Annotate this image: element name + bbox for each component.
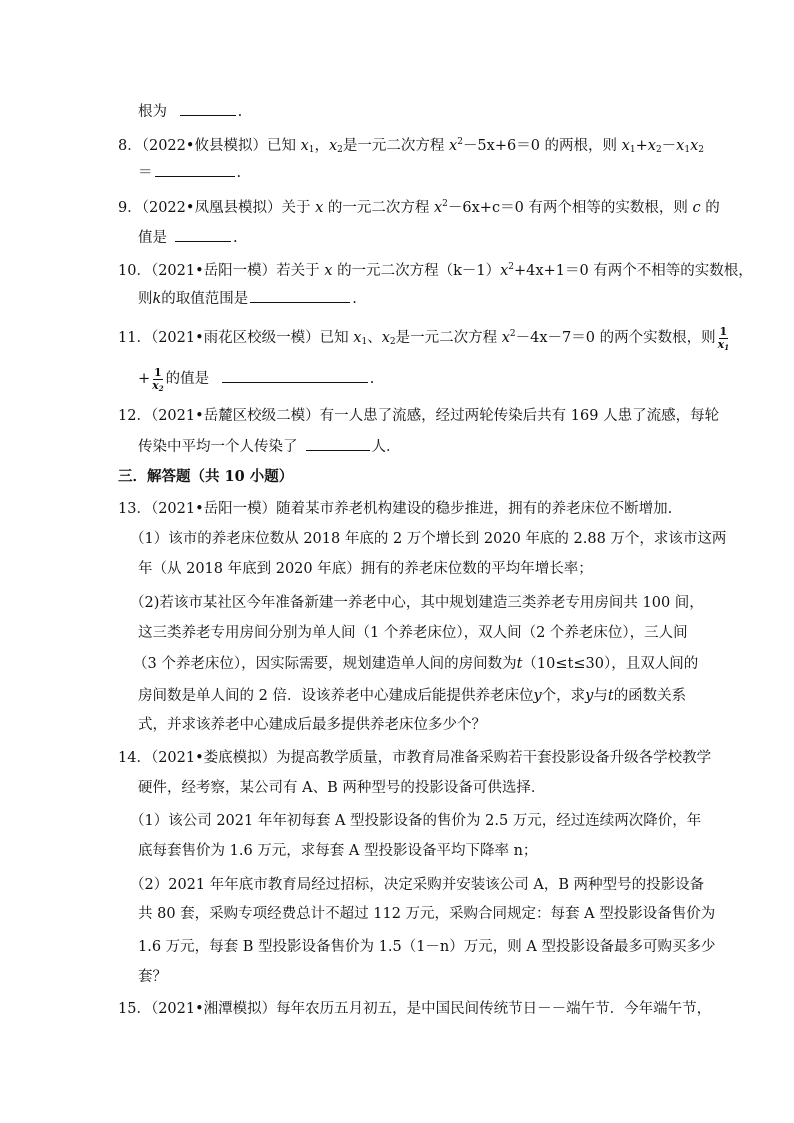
question-13-part2-line2 — [0, 620, 794, 646]
answer-blank[interactable] — [250, 286, 350, 303]
question-source: （2021•岳麓区校级二模） — [150, 408, 320, 424]
text: 共 80 套，采购专项经费总计不超过 112 万元，采购合同规定：每套 A 型投影设备售价为 — [138, 906, 716, 922]
math-var: y — [533, 688, 542, 704]
text: 根为 — [138, 104, 167, 120]
question-10-line1 — [0, 258, 794, 284]
question-8-line1: 8．（2022•攸县模拟）已知 $x_1$，$x_2$是一元二次方程 $x^2-5x+6=0$ 的两根，则 $x_1+x_2-x_1x_2$ — [0, 133, 794, 159]
text: 是一元二次方程 — [342, 138, 445, 154]
text: 式，并求该养老中心建成后最多提供养老床位多少个？ — [138, 717, 486, 733]
question-source: （2022•攸县模拟） — [141, 138, 267, 154]
text: . — [352, 291, 357, 307]
question-10-line2 — [0, 286, 794, 312]
math-var: x — [433, 200, 443, 216]
text: . — [233, 230, 238, 246]
text: 1.6 万元，每套 B 型投影设备售价为 1.5（1－n）万元，则 A 型投影设备最多可购买多少 — [138, 939, 716, 955]
fraction-1-over-x1 — [717, 326, 730, 351]
question-14-part1-line1 — [0, 808, 794, 834]
math-var: x — [381, 330, 390, 346]
text: 传染中平均一个人传染了 — [138, 439, 298, 455]
question-11-line2 — [0, 366, 794, 392]
text: （2）2021 年年底市教育局经过招标，决定采购并安装该公司 A，B 两种型号的投影设备 — [130, 877, 705, 893]
text: 有一人患了流感，经过两轮传染后共有 169 人患了流感，每轮 — [319, 408, 720, 424]
text: +4x+1＝0 有两个不相等的实数根， — [514, 263, 753, 279]
text: 、 — [367, 330, 382, 346]
question-source: （2021•岳阳一模） — [150, 501, 277, 517]
math-var: t — [516, 656, 523, 672]
question-13-part1-line1 — [0, 526, 794, 552]
text: . — [369, 371, 375, 387]
section-title: 三．解答题（共 10 小题） — [118, 468, 294, 485]
text: + — [138, 371, 151, 387]
text: （1）该公司 2021 年年初每套 A 型投影设备的售价为 2.5 万元，经过连续两次降价，年 — [130, 813, 702, 829]
q7-continuation — [0, 99, 794, 125]
question-9-line1 — [0, 195, 794, 221]
answer-blank[interactable] — [222, 366, 368, 383]
question-source: （2022•凤凰县模拟） — [141, 200, 282, 216]
text: 已知 — [319, 330, 349, 346]
fraction-denominator: $x_2$ — [152, 378, 164, 393]
fraction-1-over-x2 — [151, 367, 164, 392]
text: 房间数是单人间的 2 倍．设该养老中心建成后能提供养老床位 — [138, 688, 534, 704]
text: 值是 — [138, 230, 167, 246]
text: 则 — [138, 291, 153, 307]
text: 是一元二次方程 — [395, 330, 498, 346]
math-var: x — [353, 330, 362, 346]
fraction-numerator: 1 — [719, 324, 728, 338]
text: 个，求 — [541, 688, 586, 704]
question-number: 10． — [118, 263, 151, 279]
text: 随着某市养老机构建设的稳步推进，拥有的养老床位不断增加. — [276, 501, 673, 517]
text: . — [237, 104, 243, 120]
text: －4x－7＝0 的两个实数根，则 — [515, 330, 716, 346]
question-14-part2-line1 — [0, 872, 794, 898]
question-number: 12． — [118, 408, 151, 424]
math-sup: 2 — [457, 137, 463, 147]
text: 已知 — [266, 138, 296, 154]
question-11-line1 — [0, 325, 794, 351]
question-14-part2-line4 — [0, 964, 794, 990]
text: 的 — [705, 200, 720, 216]
text: 与 — [593, 688, 608, 704]
question-13-part2-line4 — [0, 683, 794, 709]
text: 为提高教学质量，市教育局准备采购若干套投影设备升级各学校教学 — [276, 750, 712, 766]
math-var: y — [585, 688, 594, 704]
question-9-line2 — [0, 225, 794, 251]
text: （3 个养老床位），因实际需要，规划建造单人间的房间数为 — [133, 656, 517, 672]
math-sub: 2 — [389, 337, 396, 347]
text: . — [236, 165, 242, 181]
text: （2)若该市某社区今年准备新建一养老中心，其中规划建造三类养老专用房间共 100 间， — [130, 595, 704, 611]
answer-blank[interactable] — [175, 225, 231, 242]
text: 的一元二次方程 — [327, 200, 430, 216]
section-heading — [0, 464, 794, 490]
math-var: x — [324, 263, 333, 279]
text: －5x+6＝0 的两根，则 — [462, 138, 618, 154]
math-var: x — [300, 138, 309, 154]
text: 的函数关系 — [613, 688, 687, 704]
fraction-denominator: $x_1$ — [717, 337, 730, 352]
question-number: 11． — [118, 330, 151, 346]
question-source: （2021•雨花区校级一模） — [150, 330, 320, 346]
question-source: （2021•湘潭模拟） — [150, 1001, 277, 1017]
text: 人． — [371, 439, 401, 455]
question-14-line1 — [0, 745, 794, 771]
text: ＝ — [138, 165, 153, 181]
math-var: x — [449, 138, 458, 154]
fraction-numerator: 1 — [154, 365, 162, 379]
math-sub: 2 — [337, 145, 343, 155]
math-var: c — [692, 200, 701, 216]
question-12-line1 — [0, 403, 794, 429]
question-13-line1 — [0, 496, 794, 522]
math-sup: 2 — [442, 199, 448, 209]
question-14-part2-line2 — [0, 901, 794, 927]
math-var: k — [152, 291, 162, 307]
math-sup: 2 — [509, 329, 516, 339]
question-13-part2-line3 — [0, 651, 794, 677]
answer-blank[interactable] — [306, 434, 370, 451]
question-12-line2 — [0, 434, 794, 460]
answer-blank[interactable] — [155, 160, 235, 177]
text: 这三类养老专用房间分别为单人间（1 个养老床位），双人间（2 个养老床位），三人间 — [138, 625, 688, 641]
text: 的一元二次方程（k－1） — [337, 263, 501, 279]
math-var: x — [500, 263, 509, 279]
text: 年（从 2018 年底到 2020 年底）拥有的养老床位数的平均年增长率； — [138, 561, 593, 577]
question-13-part2-line5 — [0, 712, 794, 738]
text: －6x+c＝0 有两个相等的实数根，则 — [447, 200, 688, 216]
question-source: （2021•岳阳一模） — [150, 263, 277, 279]
math-sup: 2 — [508, 262, 515, 272]
question-15-line1 — [0, 996, 794, 1022]
text: 的值是 — [165, 371, 210, 387]
math-var: t — [607, 688, 614, 704]
answer-blank[interactable] — [180, 99, 236, 116]
question-number: 8． — [118, 138, 142, 154]
question-number: 9． — [118, 200, 142, 216]
question-13-part2-line1 — [0, 590, 794, 616]
text: 底每套售价为 1.6 万元，求每套 A 型投影设备平均下降率 n； — [138, 843, 538, 859]
text: 套？ — [138, 969, 167, 985]
math-var: x — [501, 330, 510, 346]
text: 每年农历五月初五，是中国民间传统节日－－端午节．今年端午节， — [276, 1001, 712, 1017]
text: 硬件，经考察，某公司有 A、B 两种型号的投影设备可供选择． — [138, 780, 546, 796]
text: ， — [314, 138, 329, 154]
question-13-part1-line2 — [0, 556, 794, 582]
question-source: （2021•娄底模拟） — [150, 750, 277, 766]
text: （10≤t≤30），且双人间的 — [522, 656, 699, 672]
text: 若关于 — [276, 263, 320, 279]
math-sub: 1 — [308, 145, 315, 155]
math-sub: 1 — [361, 337, 368, 347]
question-14-part2-line3 — [0, 934, 794, 960]
text: 的取值范围是 — [161, 291, 249, 307]
math-var: x — [328, 138, 338, 154]
math-var: x — [315, 200, 324, 216]
question-14-line2 — [0, 775, 794, 801]
question-number: 14． — [118, 750, 151, 766]
question-14-part1-line2 — [0, 838, 794, 864]
text: 关于 — [281, 200, 311, 216]
question-8-line2 — [0, 160, 794, 186]
question-number: 13． — [118, 501, 151, 517]
text: （1）该市的养老床位数从 2018 年底的 2 万个增长到 2020 年底的 2.88 万个，求该市这两 — [130, 531, 727, 547]
question-number: 15． — [118, 1001, 151, 1017]
